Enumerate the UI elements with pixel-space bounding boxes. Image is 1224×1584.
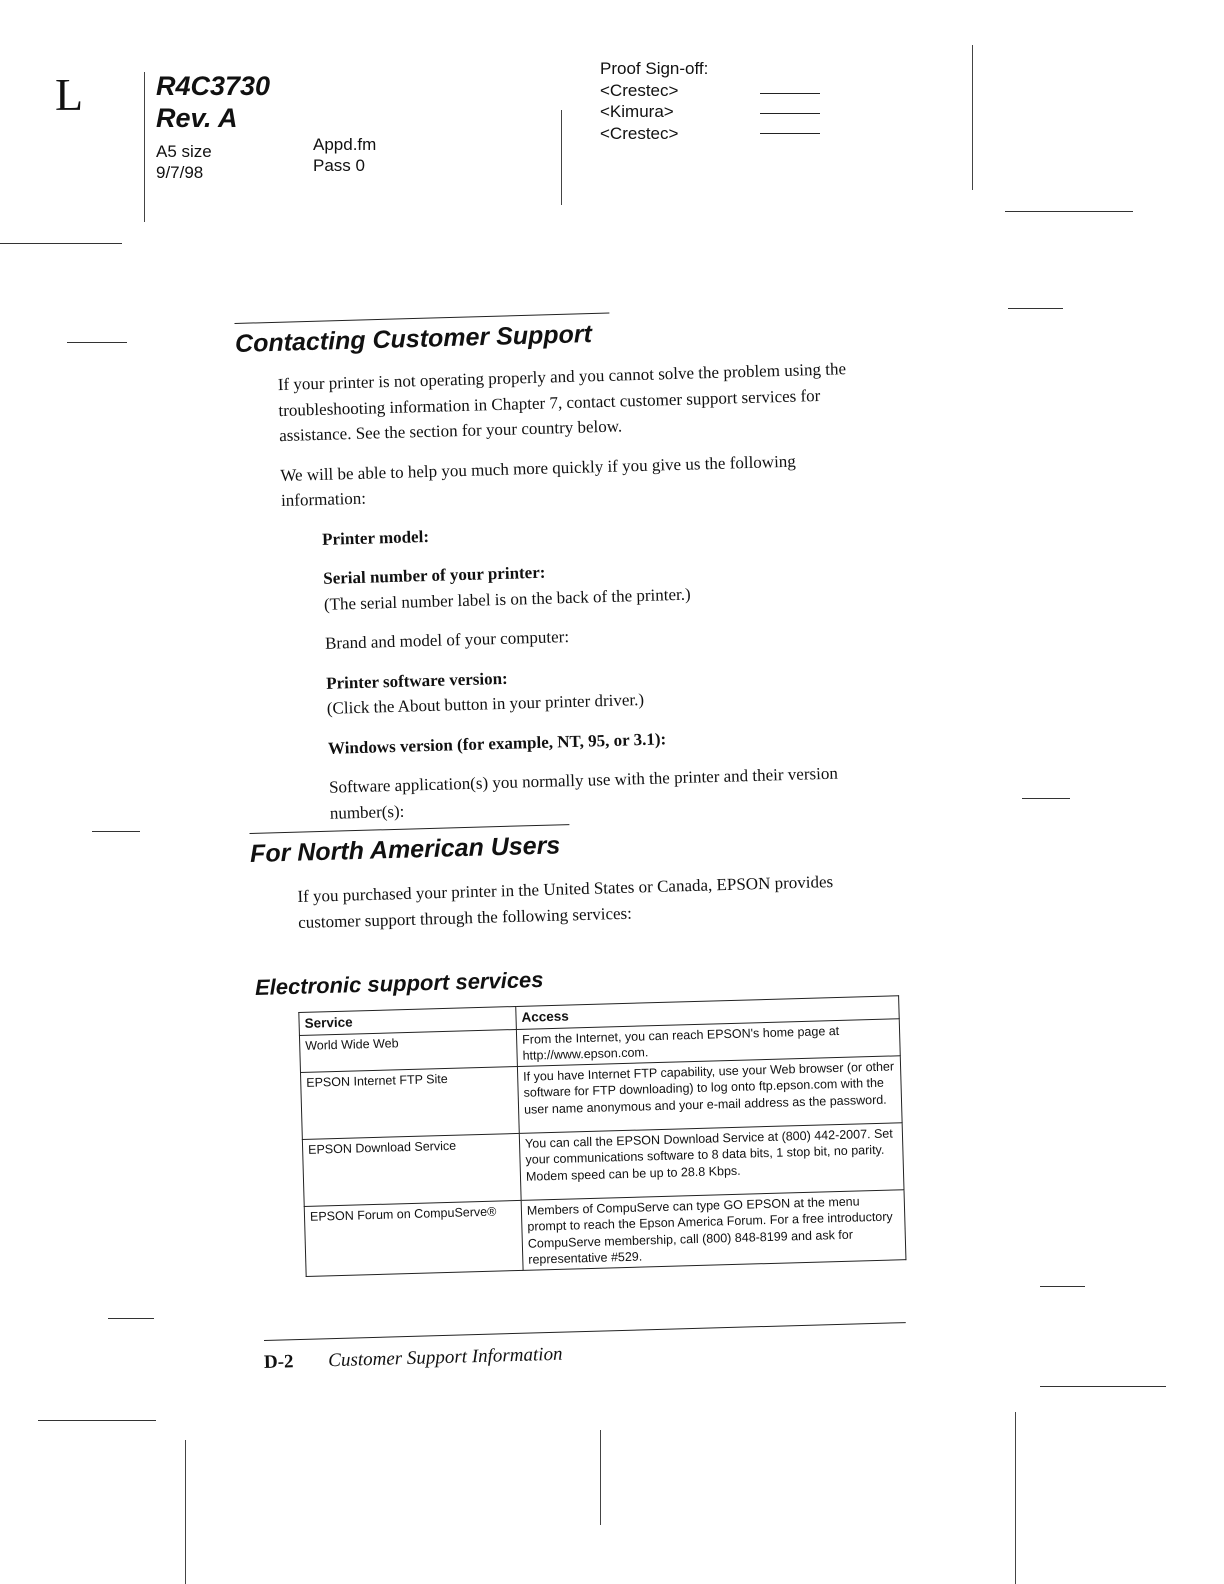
access-cell: You can call the EPSON Download Service at (800) 442-2007. Set your communications software to 8 data bits, 1 stop bit, no parity. Modem speed can be up to 28.8 Kbps. xyxy=(519,1123,904,1201)
service-cell: EPSON Internet FTP Site xyxy=(300,1067,519,1140)
section-heading-electronic-support: Electronic support services xyxy=(254,966,544,1000)
column-header-access: Access xyxy=(516,996,899,1029)
crop-mark xyxy=(38,1420,156,1421)
crop-mark xyxy=(1040,1286,1085,1287)
header-divider-left xyxy=(144,72,145,222)
crop-mark xyxy=(108,1318,154,1319)
file-pass xyxy=(313,134,376,177)
model-revision xyxy=(156,70,270,135)
info-item-label: Serial number of your printer: xyxy=(322,562,546,588)
service-cell: EPSON Forum on CompuServe® xyxy=(304,1200,523,1276)
access-cell: Members of CompuServe can type GO EPSON at the menu prompt to reach the Epson America Forum. For a free introductory CompuServe membership, call (800) 848-8199 and ask for representative #529. xyxy=(521,1190,906,1271)
signature-line xyxy=(760,113,820,114)
section2-body xyxy=(297,867,894,949)
revision: Rev. A xyxy=(156,103,238,134)
crop-mark xyxy=(92,831,140,832)
page-size: A5 size xyxy=(156,142,212,161)
proof-name: <Crestec> xyxy=(600,123,679,143)
service-cell: World Wide Web xyxy=(299,1029,517,1073)
proof-name: <Kimura> xyxy=(600,102,674,122)
footer-title: Customer Support Information xyxy=(327,1343,563,1372)
proof-title: Proof Sign-off: xyxy=(600,59,709,78)
page-number: D-2 xyxy=(263,1351,294,1373)
pass-number: Pass 0 xyxy=(313,156,365,176)
section1-body xyxy=(277,355,890,841)
info-item-note: (The serial number label is on the back of the printer.) xyxy=(323,584,691,614)
column-header-service: Service xyxy=(299,1006,517,1035)
access-cell: From the Internet, you can reach EPSON's home page at http://www.epson.com. xyxy=(516,1018,900,1066)
crop-mark xyxy=(1005,211,1133,212)
header-divider-mid xyxy=(561,110,562,205)
file-name: Appd.fm xyxy=(313,135,377,154)
crop-mark xyxy=(0,243,122,244)
model-number: R4C3730 xyxy=(156,71,271,101)
info-item-applications: Software application(s) you normally use with the printer and their version number(s): xyxy=(328,763,839,823)
info-item-serial-number xyxy=(323,550,884,617)
intro-paragraph: If your printer is not operating properly and you cannot solve the problem using the troubleshooting information in Chapter 7, contact customer support services for assistance. See the section for your country below. xyxy=(277,359,847,446)
info-item-computer: Brand and model of your computer: xyxy=(324,627,570,653)
info-item-software-version xyxy=(326,655,887,722)
north-america-paragraph: If you purchased your printer in the United States or Canada, EPSON provides customer support through the following services: xyxy=(297,872,834,932)
proof-signoff xyxy=(600,58,708,144)
info-item-printer-model: Printer model: xyxy=(321,526,430,549)
crop-mark xyxy=(67,342,127,343)
corner-letter: L xyxy=(55,69,84,120)
access-cell: If you have Internet FTP capability, use your Web browser (or other software for FTP downloading) to log onto ftp.epson.com with the user name anonymous and your e-mail address as the password. xyxy=(517,1056,902,1134)
signature-line xyxy=(760,93,820,94)
info-request-paragraph: We will be able to help you much more quickly if you give us the following information: xyxy=(280,451,797,511)
crop-mark xyxy=(600,1430,601,1525)
services-table xyxy=(298,995,906,1277)
info-item-label: Printer software version: xyxy=(325,668,508,693)
service-cell: EPSON Download Service xyxy=(302,1133,521,1206)
crop-mark xyxy=(185,1440,186,1584)
header-divider-right xyxy=(972,45,973,190)
info-item-windows-version: Windows version (for example, NT, 95, or 3.1): xyxy=(327,728,667,758)
crop-mark xyxy=(1022,798,1070,799)
footer-rule xyxy=(264,1322,906,1341)
signature-line xyxy=(760,133,820,134)
crop-mark xyxy=(1015,1412,1016,1584)
crop-mark xyxy=(1040,1386,1166,1387)
date: 9/7/98 xyxy=(156,163,204,183)
section-heading-north-america: For North American Users xyxy=(249,824,570,869)
section-heading-contacting-support: Contacting Customer Support xyxy=(234,313,610,359)
info-item-note: (Click the About button in your printer driver.) xyxy=(326,689,645,718)
proof-name: <Crestec> xyxy=(600,80,679,100)
page-footer xyxy=(264,1344,563,1374)
size-date xyxy=(156,141,212,184)
services-table-wrap xyxy=(298,995,906,1277)
crop-mark xyxy=(1008,308,1063,309)
